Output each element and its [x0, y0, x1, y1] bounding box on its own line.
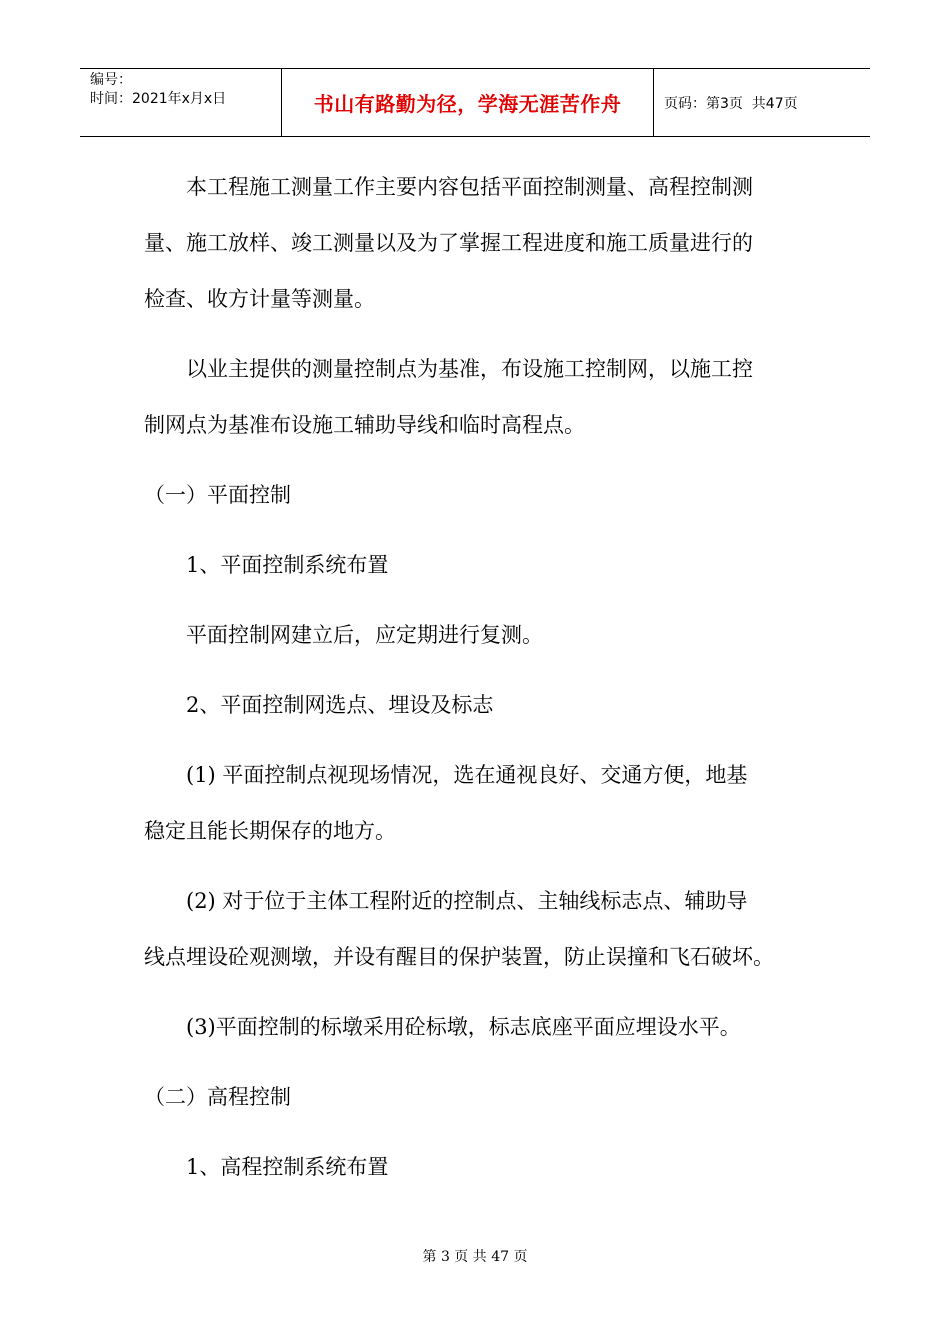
- paragraph-line: 本工程施工测量工作主要内容包括平面控制测量、高程控制测: [144, 175, 753, 199]
- paragraph-line: (1) 平面控制点视现场情况，选在通视良好、交通方便，地基: [144, 763, 748, 787]
- paragraph-line: (2) 对于位于主体工程附近的控制点、主轴线标志点、辅助导: [144, 889, 748, 913]
- header-motto: 书山有路勤为径，学海无涯苦作舟: [282, 69, 654, 136]
- paragraph-line: 稳定且能长期保存的地方。: [144, 819, 396, 843]
- paragraph-line: 以业主提供的测量控制点为基准，布设施工控制网，以施工控: [144, 357, 753, 381]
- header-page-info: [654, 69, 870, 136]
- document-time-label: 时间：2021年x月x日: [90, 91, 227, 107]
- page-header: [80, 68, 870, 137]
- document-number-label: 编号：: [90, 72, 132, 88]
- subsection-heading: 2、平面控制网选点、埋设及标志: [144, 693, 494, 717]
- paragraph-line: 量、施工放样、竣工测量以及为了掌握工程进度和施工质量进行的: [144, 231, 753, 255]
- header-meta: [80, 69, 282, 136]
- section-heading: （一）平面控制: [144, 483, 291, 507]
- paragraph-line: 制网点为基准布设施工辅助导线和临时高程点。: [144, 413, 585, 437]
- paragraph-line: (3)平面控制的标墩采用砼标墩，标志底座平面应埋设水平。: [144, 1015, 741, 1039]
- paragraph-line: 线点埋设砼观测墩，并设有醒目的保护装置，防止误撞和飞石破坏。: [144, 945, 774, 969]
- section-heading: （二）高程控制: [144, 1085, 291, 1109]
- subsection-heading: 1、平面控制系统布置: [144, 553, 389, 577]
- paragraph-line: 平面控制网建立后，应定期进行复测。: [144, 623, 543, 647]
- page-footer: 第 3 页 共 47 页: [422, 1249, 528, 1265]
- subsection-heading: 1、高程控制系统布置: [144, 1155, 389, 1179]
- header-page-info-text: 页码：第3页 共47页: [664, 95, 798, 112]
- paragraph-line: 检查、收方计量等测量。: [144, 287, 375, 311]
